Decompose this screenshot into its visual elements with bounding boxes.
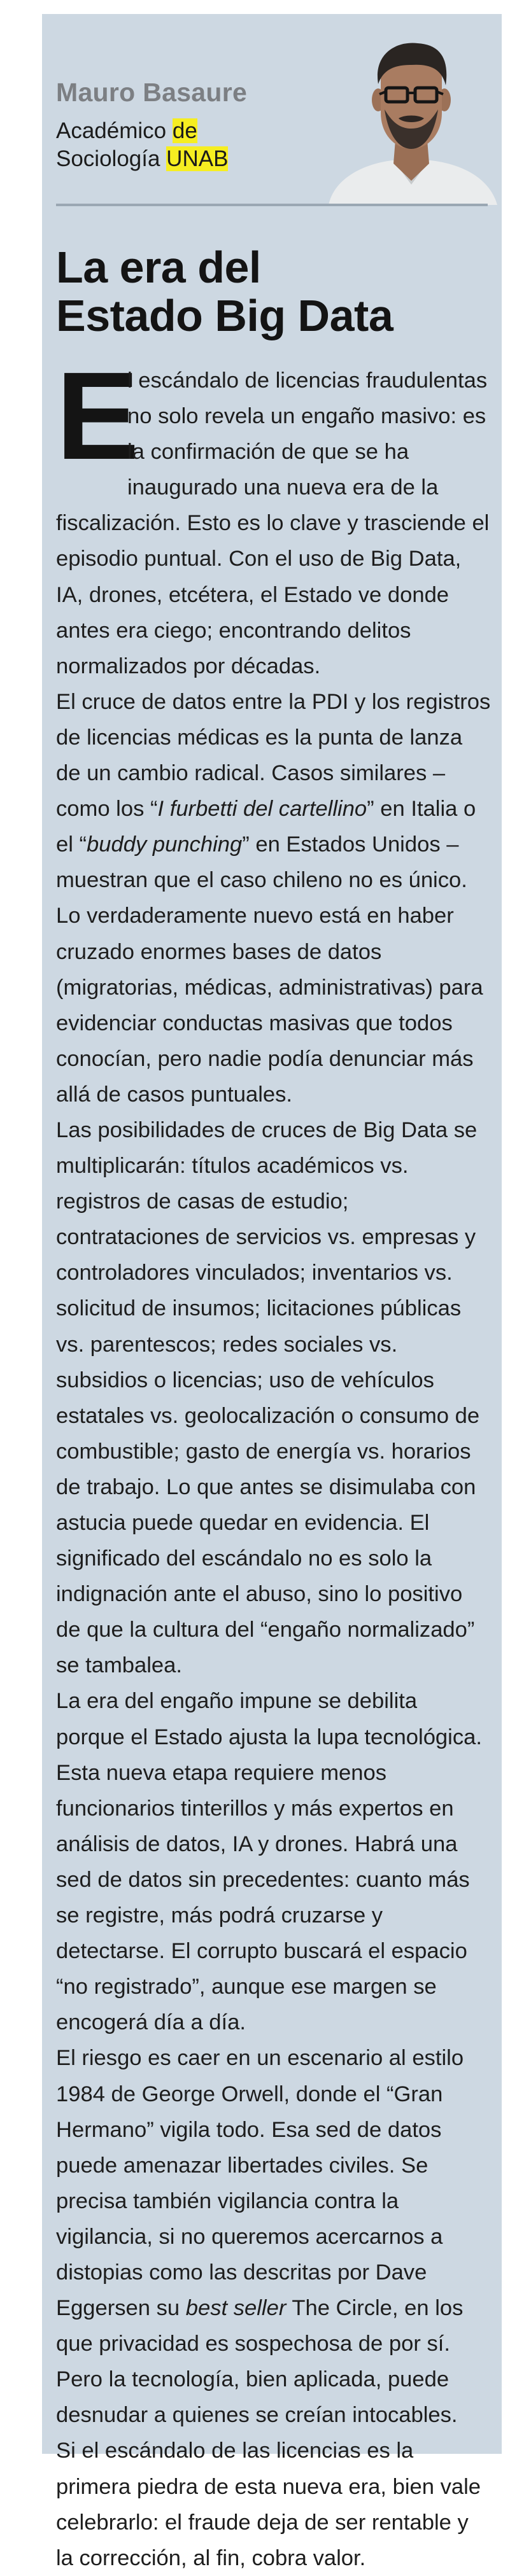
paragraph-2 — [56, 684, 492, 1112]
headline-line: La era del — [56, 242, 261, 292]
opinion-column — [42, 14, 502, 2570]
paragraph-1 — [56, 346, 492, 684]
paragraph-text: The Circle, en los que privacidad es sospechosa de por sí. Pero la tecnología, bien aplicada, puede desnudar a quienes se creían intocables. — [56, 2296, 464, 2428]
paragraph-4: La era del engaño impune se debilita porque el Estado ajusta la lupa tecnológica. Esta nueva etapa requiere menos funcionarios tinterillos y más expertos en análisis de datos, IA y drones. Habrá una sed de datos sin precedentes: cuanto más se registre, más podrá cruzarse y detectarse. El corrupto buscará el espacio “no registrado”, aunque ese margen se encogerá día a día. — [56, 1689, 482, 2035]
header-divider — [56, 204, 488, 206]
author-name: Mauro Basaure — [56, 78, 248, 107]
author-role-highlight: UNAB — [166, 146, 229, 171]
paragraph-text: ” en Estados Unidos – muestran que el caso chileno no es único. Lo verdaderamente nuevo está en haber cruzado enormes bases de datos (migratorias, médicas, administrativas) para evidenciar conductas masivas que todos conocían, pero nadie podía denunciar más allá de casos puntuales. — [56, 832, 483, 1107]
author-role-highlight: de — [172, 118, 197, 143]
italic-term: I furbetti del cartellino — [157, 797, 367, 822]
paragraph-5 — [56, 2040, 492, 2433]
paragraph-text: El riesgo es caer en un escenario al estilo 1984 de George Orwell, donde el “Gran Hermano” vigila todo. Esa sed de datos puede amenazar libertades civiles. Se precisa también vigilancia contra la vigilancia, si no queremos acercarnos a distopias como las descritas por Dave Eggersen su — [56, 2046, 464, 2321]
headline-line: Estado Big Data — [56, 291, 393, 340]
paragraph-6: Si el escándalo de las licencias es la primera piedra de esta nueva era, bien vale celebrarlo: el fraude deja de ser rentable y la corrección, al fin, cobra valor. — [56, 2439, 481, 2570]
article-body — [56, 346, 492, 2576]
article-headline — [56, 243, 489, 340]
paragraph-text: ” en Italia o el “ — [56, 797, 476, 857]
italic-term: buddy punching — [87, 832, 243, 857]
drop-cap: E — [56, 346, 139, 486]
italic-term: best seller — [185, 2296, 287, 2321]
paragraph-3: Las posibilidades de cruces de Big Data se multiplicarán: títulos académicos vs. registros de casas de estudio; contrataciones de servicios vs. empresas y controladores vinculados; inventarios vs. solicitud de insumos; licitaciones públicas vs. parentescos; redes sociales vs. subsidios o licencias; uso de vehículos estatales vs. geolocalización o consumo de combustible; gasto de energía vs. horarios de trabajo. Lo que antes se disimulaba con astucia puede quedar en evidencia. El significado del escándalo no es solo la indignación ante el abuso, sino lo positivo de que la cultura del “engaño normalizado” se tambalea. — [56, 1117, 480, 1678]
author-role-text: Sociología — [56, 146, 167, 171]
paragraph-text: El cruce de datos entre la PDI y los registros de licencias médicas es la punta de lanza de un cambio radical. Casos similares – como los “ — [56, 689, 491, 822]
paragraph-text: l escándalo de licencias fraudulentas no solo revela un engaño masivo: es la confirmación de que se ha inaugurado una nueva era de la fiscalización. Esto es lo clave y trasciende el episodio puntual. Con el uso de Big Data, IA, drones, etcétera, el Estado ve donde antes era ciego; encontrando delitos normalizados por décadas. — [56, 368, 490, 678]
author-block — [42, 14, 502, 205]
author-portrait — [322, 33, 500, 205]
author-role-text: Académico — [56, 118, 173, 143]
author-role — [56, 117, 273, 173]
